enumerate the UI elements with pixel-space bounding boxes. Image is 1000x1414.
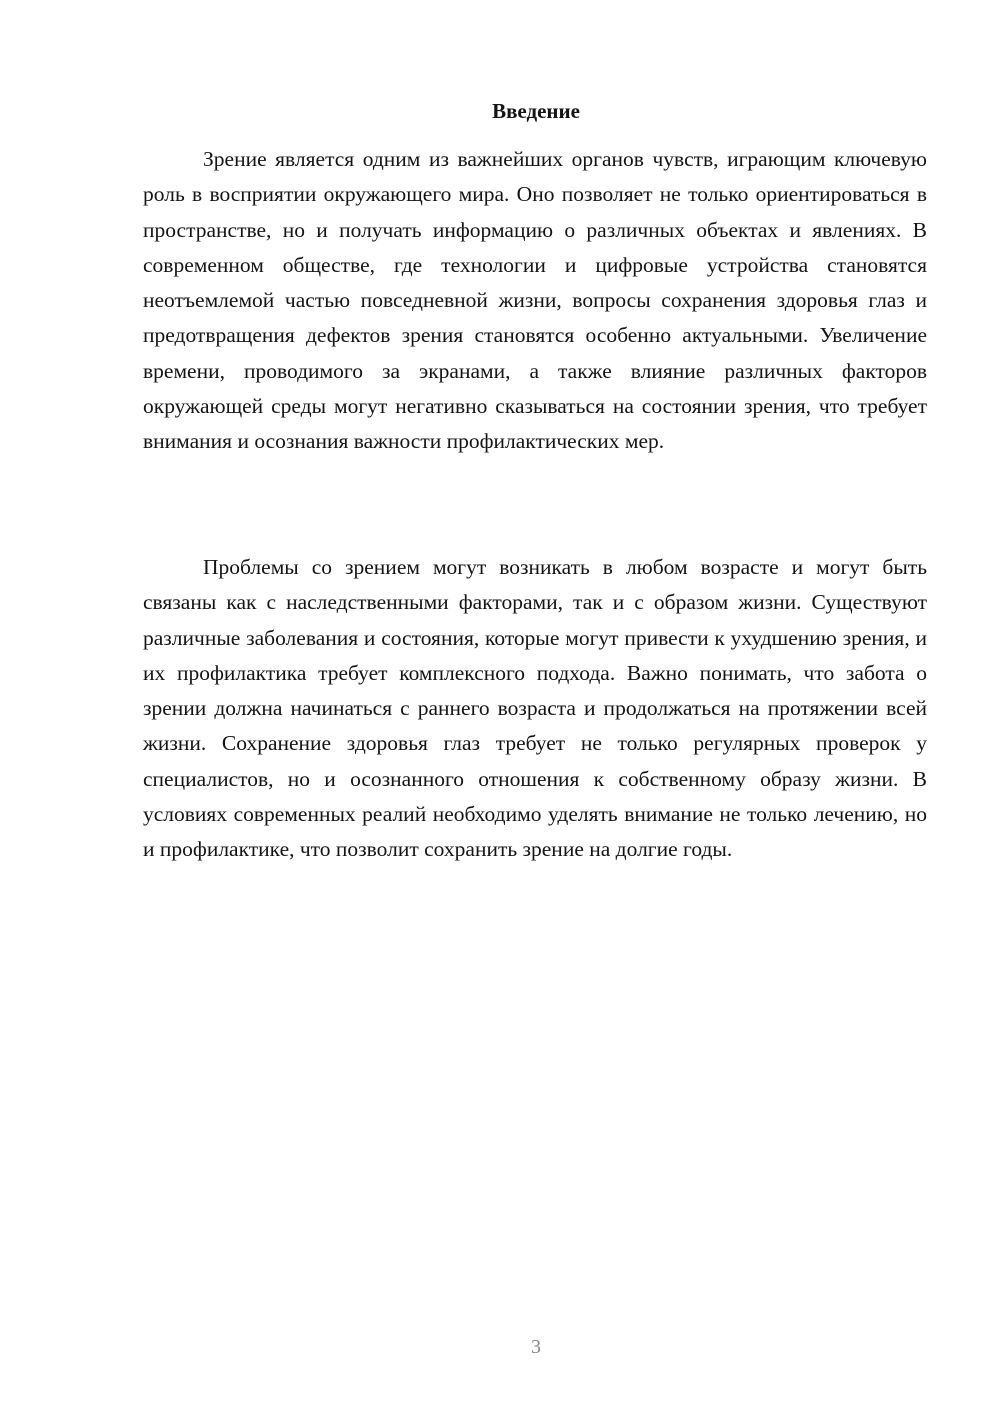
body-paragraph-2: Проблемы со зрением могут возникать в любом возрасте и могут быть связаны как с наследственными факторами, так и с образом жизни. Существуют различные заболевания и состояния, которые могут привести к ухудшению зрения, и их профилактика требует комплексного подхода. Важно понимать, что забота о зрении должна начинаться с раннего возраста и продолжаться на протяжении всей жизни. Сохранение здоровья глаз требует не только регулярных проверок у специалистов, но и осознанного отношения к собственному образу жизни. В условиях современных реалий необходимо уделять внимание не только лечению, но и профилактике, что позволит сохранить зрение на долгие годы. — [143, 555, 927, 862]
body-paragraph-1: Зрение является одним из важнейших органов чувств, играющим ключевую роль в восприятии окружающего мира. Оно позволяет не только ориентироваться в пространстве, но и получать информацию о различных объектах и явлениях. В современном обществе, где технологии и цифровые устройства становятся неотъемлемой частью повседневной жизни, вопросы сохранения здоровья глаз и предотвращения дефектов зрения становятся особенно актуальными. Увеличение времени, проводимого за экранами, а также влияние различных факторов окружающей среды могут негативно сказываться на состоянии зрения, что требует внимания и осознания важности профилактических мер. — [143, 147, 927, 454]
page-number: 3 — [531, 1336, 541, 1358]
section-heading: Введение — [492, 99, 580, 123]
